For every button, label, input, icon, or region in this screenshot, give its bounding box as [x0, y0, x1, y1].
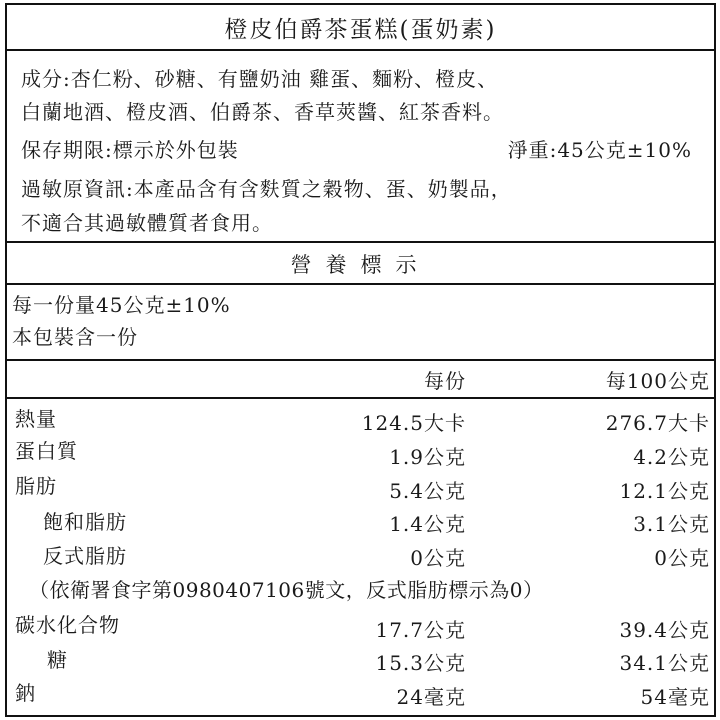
nutrient-per-100g: 34.1公克: [619, 651, 710, 675]
nutrient-name: 鈉: [15, 681, 36, 705]
nutrient-per-serving: 124.5大卡: [361, 411, 466, 435]
col-header-per-100g: 每100公克: [605, 369, 710, 393]
ingredients-line-2: 白蘭地酒、橙皮酒、伯爵茶、香草莢醬、紅茶香料。: [21, 100, 504, 124]
nutrient-per-100g: 3.1公克: [633, 512, 710, 536]
nutrient-per-serving: 5.4公克: [389, 479, 466, 503]
divider-title: [7, 49, 714, 51]
nutrient-name: 蛋白質: [15, 439, 78, 463]
nutrient-per-100g: 12.1公克: [619, 479, 710, 503]
nutrient-per-serving: 24毫克: [396, 685, 466, 709]
divider-header: [7, 397, 714, 399]
nutrient-name: 碳水化合物: [15, 613, 120, 637]
allergen-line-2: 不適合其過敏體質者食用。: [21, 211, 273, 235]
label-frame: [5, 3, 716, 717]
nutrient-per-100g: 39.4公克: [619, 618, 710, 642]
nutrient-per-serving: 0公克: [410, 546, 466, 570]
nutrient-name: 反式脂肪: [43, 544, 127, 568]
servings-per-package: 本包裝含一份: [12, 325, 138, 349]
nutrient-name: 脂肪: [15, 474, 57, 498]
nutrient-name: 熱量: [15, 407, 57, 431]
allergen-line-1: 過敏原資訊:本產品含有含麩質之穀物、蛋、奶製品，: [21, 177, 512, 201]
nutrient-per-serving: 1.4公克: [389, 512, 466, 536]
col-header-per-serving: 每份: [424, 369, 466, 393]
nutrition-heading: 營養標示: [290, 253, 431, 277]
divider-serving: [7, 359, 714, 361]
storage-text: 保存期限:標示於外包裝: [21, 138, 239, 162]
product-title: 橙皮伯爵茶蛋糕(蛋奶素): [224, 17, 497, 43]
nutrient-per-serving: 1.9公克: [389, 445, 466, 469]
net-weight-text: 淨重:45公克±10%: [507, 138, 692, 162]
divider-nutrition-heading: [7, 283, 714, 285]
trans-fat-note: （依衛署食字第0980407106號文，反式脂肪標示為0）: [29, 578, 544, 602]
nutrient-per-100g: 54毫克: [640, 685, 710, 709]
nutrient-name: 飽和脂肪: [43, 510, 127, 534]
divider-allergen: [7, 241, 714, 243]
nutrient-per-100g: 276.7大卡: [605, 411, 710, 435]
nutrient-per-100g: 0公克: [654, 546, 710, 570]
nutrient-name: 糖: [47, 648, 68, 672]
ingredients-line-1: 成分:杏仁粉、砂糖、有鹽奶油 雞蛋、麵粉、橙皮、: [21, 67, 499, 91]
nutrient-per-serving: 17.7公克: [375, 618, 466, 642]
serving-size: 每一份量45公克±10%: [12, 293, 231, 317]
nutrient-per-serving: 15.3公克: [375, 651, 466, 675]
nutrient-per-100g: 4.2公克: [633, 445, 710, 469]
